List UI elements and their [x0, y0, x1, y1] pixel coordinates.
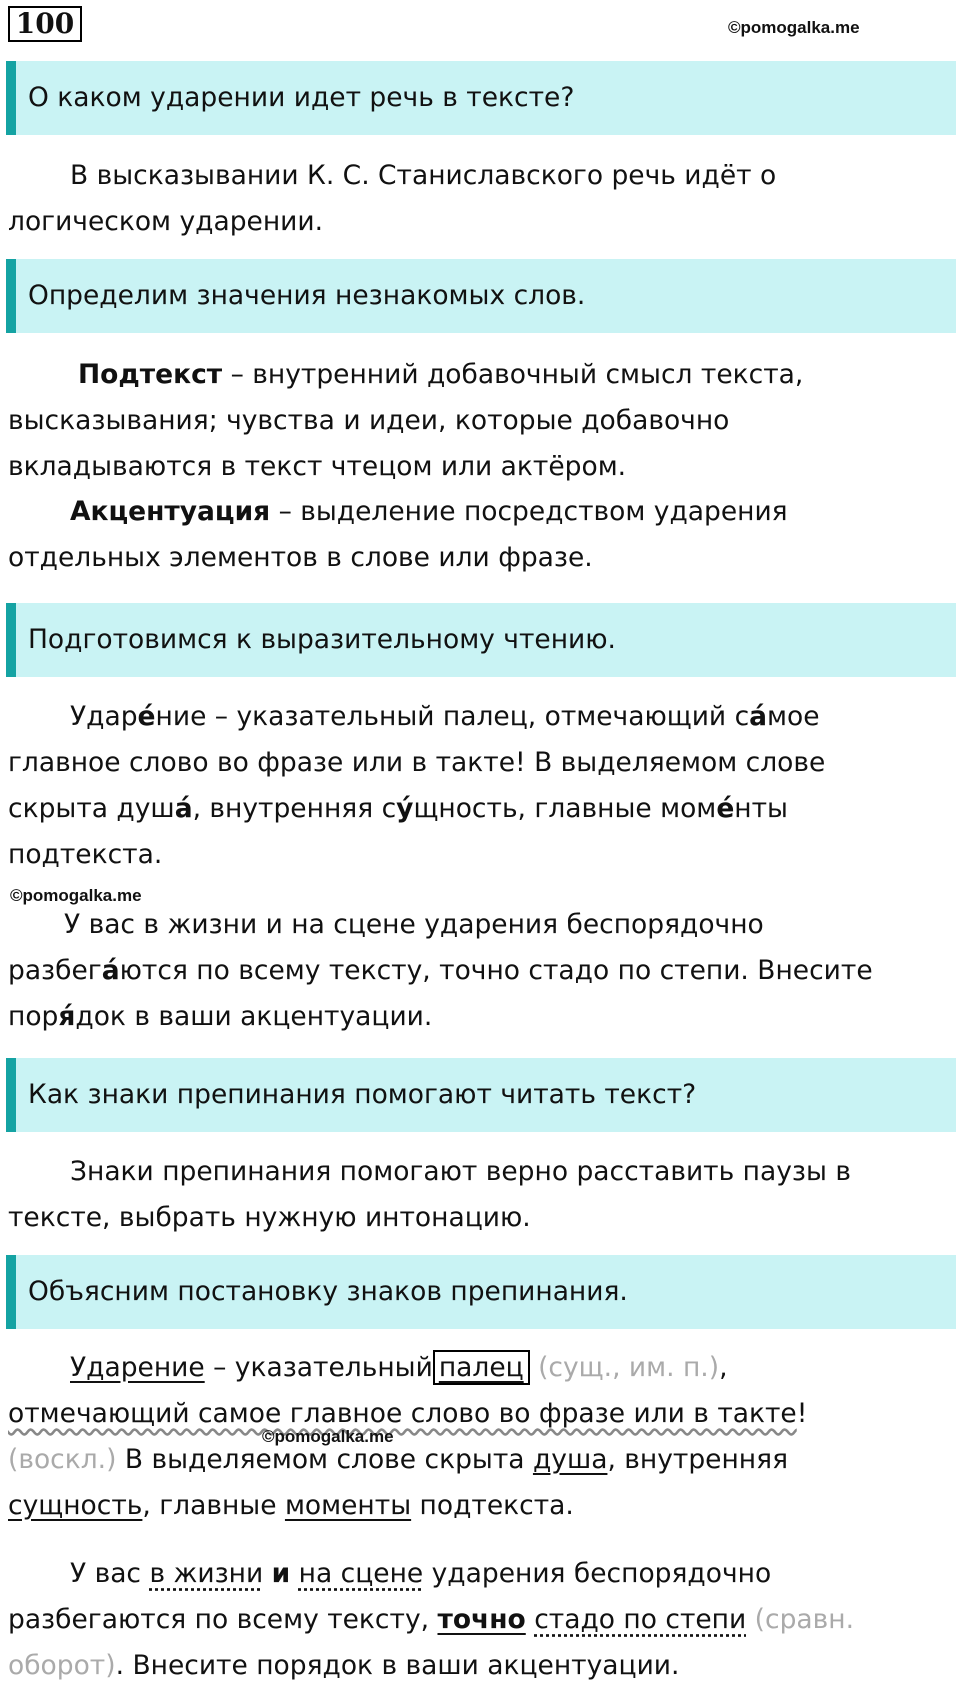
answer-4-line-2: тексте, выбрать нужную интонацию. — [8, 1202, 531, 1233]
participle-phrase: отмечающий самое главное слово во фразе или в такте — [8, 1398, 797, 1429]
term-akcentuaciya-title: Акцентуация — [70, 496, 271, 527]
term-podtekst-def-2: высказывания; чувства и идеи, которые добавочно — [8, 405, 730, 436]
question-banner-5: Объясним постановку знаков препинания. — [6, 1255, 956, 1329]
watermark-bottom: ©pomogalka.me — [262, 1427, 394, 1446]
answer-1-line-2: логическом ударении. — [8, 206, 324, 237]
analysis-2: У вас в жизни и на сцене ударения беспорядочно разбегаются по всему тексту, точно стадо по степи (сравн. оборот). Внесите порядок в ваши акцентуации. — [8, 1558, 854, 1681]
note-comparison: (сравн. — [746, 1604, 854, 1635]
quote-2-line-1: У вас в жизни и на сцене ударения беспорядочно — [64, 909, 764, 940]
analysis-1: Ударение – указательный палец (сущ., им. п.), отмечающий самое главное слово во фразе или в такте! (воскл.) В выделяемом слове скрыта душа, внутренняя сущность, главные моменты подтекста. — [8, 1352, 808, 1521]
term-podtekst — [8, 352, 954, 490]
conjunction-tochno: точно — [437, 1604, 526, 1635]
note-comparison-end: оборот) — [8, 1650, 116, 1681]
comparison-phrase: стадо по степи — [534, 1604, 747, 1635]
question-banner-3: Подготовимся к выразительному чтению. — [6, 603, 956, 677]
subject-sushchnost: сущность — [8, 1490, 143, 1521]
quote-1-line-2: главное слово во фразе или в такте! В выделяемом слове — [8, 747, 826, 778]
term-akcentuaciya — [8, 489, 954, 581]
watermark-middle: ©pomogalka.me — [10, 886, 142, 905]
answer-1-line-1: В высказывании К. С. Станиславского речь идёт о — [70, 160, 777, 191]
note-exclamation: (воскл.) — [8, 1444, 117, 1475]
answer-4-line-1: Знаки препинания помогают верно расставить паузы в — [70, 1156, 851, 1187]
subject-dusha: душа — [532, 1444, 608, 1475]
subject-udarenie: Ударение — [70, 1352, 205, 1383]
quote-2: У вас в жизни и на сцене ударения беспорядочно разбега́ются по всему тексту, точно стадо по степи. Внесите поря́док в ваши акцентуации. — [8, 909, 873, 1032]
quote-1-line-4: подтекста. — [8, 839, 163, 870]
note-noun: (сущ., им. п.) — [529, 1352, 720, 1383]
circumstance-v-zhizni: в жизни — [149, 1558, 264, 1589]
question-banner-2: Определим значения незнакомых слов. — [6, 259, 956, 333]
answer-4 — [8, 1149, 954, 1241]
boxed-word-palec: палец — [433, 1350, 530, 1385]
circumstance-na-scene: на сцене — [298, 1558, 424, 1589]
watermark-top: ©pomogalka.me — [728, 18, 860, 37]
term-akcentuaciya-def-2: отдельных элементов в слове или фразе. — [8, 542, 593, 573]
answer-1 — [8, 153, 954, 245]
term-podtekst-def-3: вкладываются в текст чтецом или актёром. — [8, 451, 627, 482]
question-banner-4: Как знаки препинания помогают читать текст? — [6, 1058, 956, 1132]
quote-1: Ударе́ние – указательный палец, отмечающий са́мое главное слово во фразе или в такте! В выделяемом слове скрыта душа́, внутренняя су́щность, главные моме́нты подтекста. — [8, 694, 954, 878]
term-podtekst-title: Подтекст — [78, 359, 223, 390]
task-number: 100 — [8, 6, 82, 42]
question-banner-1: О каком ударении идет речь в тексте? — [6, 61, 956, 135]
term-podtekst-def-1: – внутренний добавочный смысл текста, — [222, 359, 804, 390]
term-akcentuaciya-def-1: – выделение посредством ударения — [270, 496, 788, 527]
subject-momenty: моменты — [284, 1490, 412, 1521]
